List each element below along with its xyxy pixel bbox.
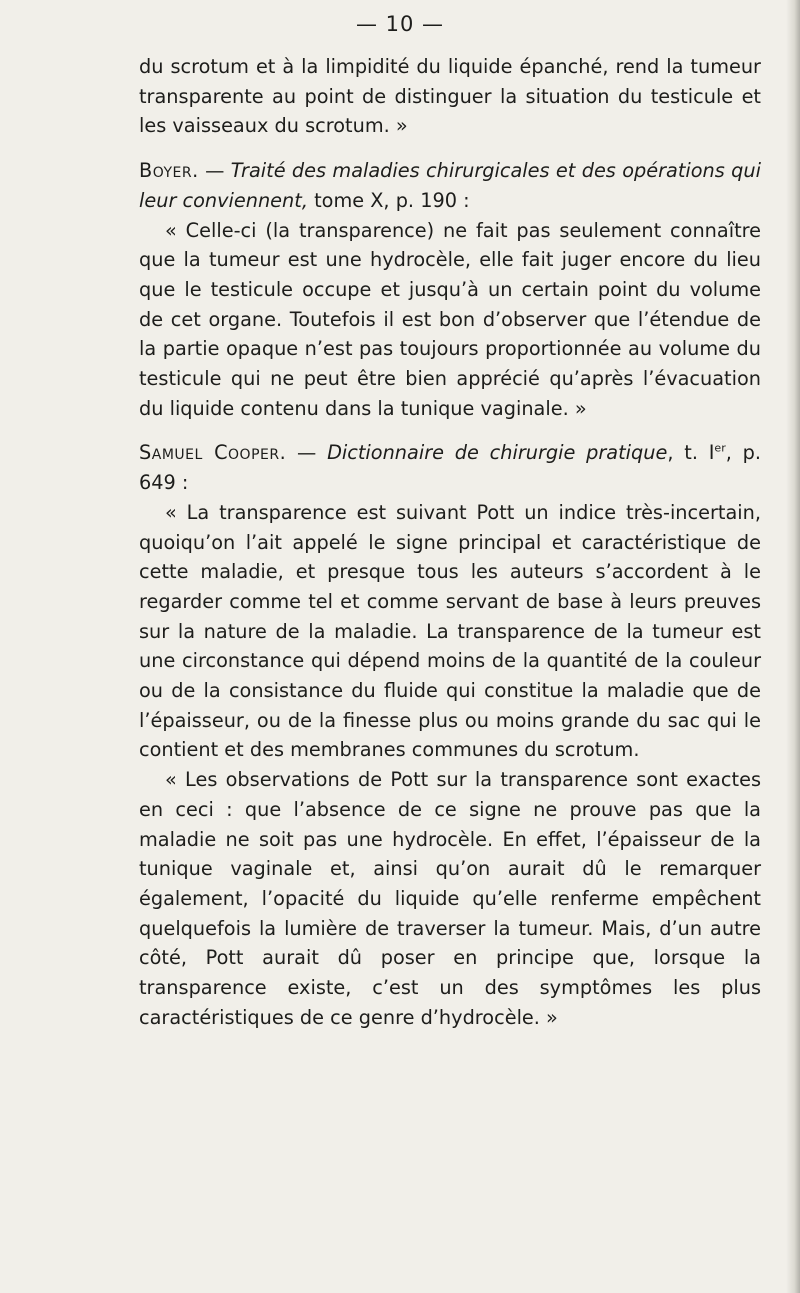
cooper-title: Dictionnaire de chirurgie pratique [327,441,668,465]
boyer-reference: tome X, p. 190 : [307,188,470,212]
boyer-author: Boyer. [139,159,199,183]
boyer-quote: « Celle-ci (la transparence) ne fait pas seulement connaître que la tumeur est une hydrocèle, elle fait juger encore du lieu que le testicule occupe et jusqu’à un certain point du volume de cet organe. Toutefois il est bon d’observer que l’étendue de la partie opaque n’est pas toujours proportionnée au volume du testicule qui ne peut être bien apprécié qu’après l’évacuation du liquide contenu dans la tunique vaginale. » [139,218,761,420]
cooper-author: Samuel Cooper. [139,441,287,465]
page-number: — 10 — [355,12,445,36]
text-body [139,52,761,1033]
quote-continuation: du scrotum et à la limpidité du liquide épanché, rend la tumeur transparente au point de distinguer la situation du testicule et les vaisseaux du scrotum. » [139,55,761,138]
boyer-title: Traité des maladies chirurgicales et des opérations qui leur conviennent, [139,159,761,212]
boyer-dash: — [198,159,231,183]
cooper-reference-post: , p. 649 : [139,441,761,495]
paragraph-gap [139,423,761,438]
cooper-quote-1: « La transparence est suivant Pott un indice très-incertain, quoiqu’on l’ait appelé le signe principal et caractéristique de cette maladie, et presque tous les auteurs s’accordent à le regarder comme tel et comme servant de base à leurs preuves sur la nature de la maladie. La transparence de la tumeur est une circonstance qui dépend moins de la quantité de la couleur ou de la consistance du fluide qui constitue la maladie que de l’épaisseur, ou de la finesse plus ou moins grande du sac qui le contient et des membranes communes du scrotum. [139,500,761,762]
page-edge-shadow [786,0,800,1293]
paragraph-gap [139,141,761,156]
boyer-citation [139,156,761,215]
cooper-reference-sup: er [714,442,726,456]
cooper-dash: — [286,441,328,465]
cooper-quote-2: « Les observations de Pott sur la transparence sont exactes en ceci : que l’absence de ce signe ne prouve pas que la maladie ne soit pas une hydrocèle. En effet, l’épaisseur de la tunique vaginale et, ainsi qu’on aurait dû le remarquer également, l’opacité du liquide qu’elle renferme empêchent quelquefois la lumière de traverser la tumeur. Mais, d’un autre côté, Pott aurait dû poser en principe que, lorsque la transparence existe, c’est un des symptômes les plus caractéristiques de ce genre d’hydrocèle. » [139,768,761,1029]
cooper-citation [139,438,761,497]
cooper-reference-pre: , t. I [667,441,715,465]
